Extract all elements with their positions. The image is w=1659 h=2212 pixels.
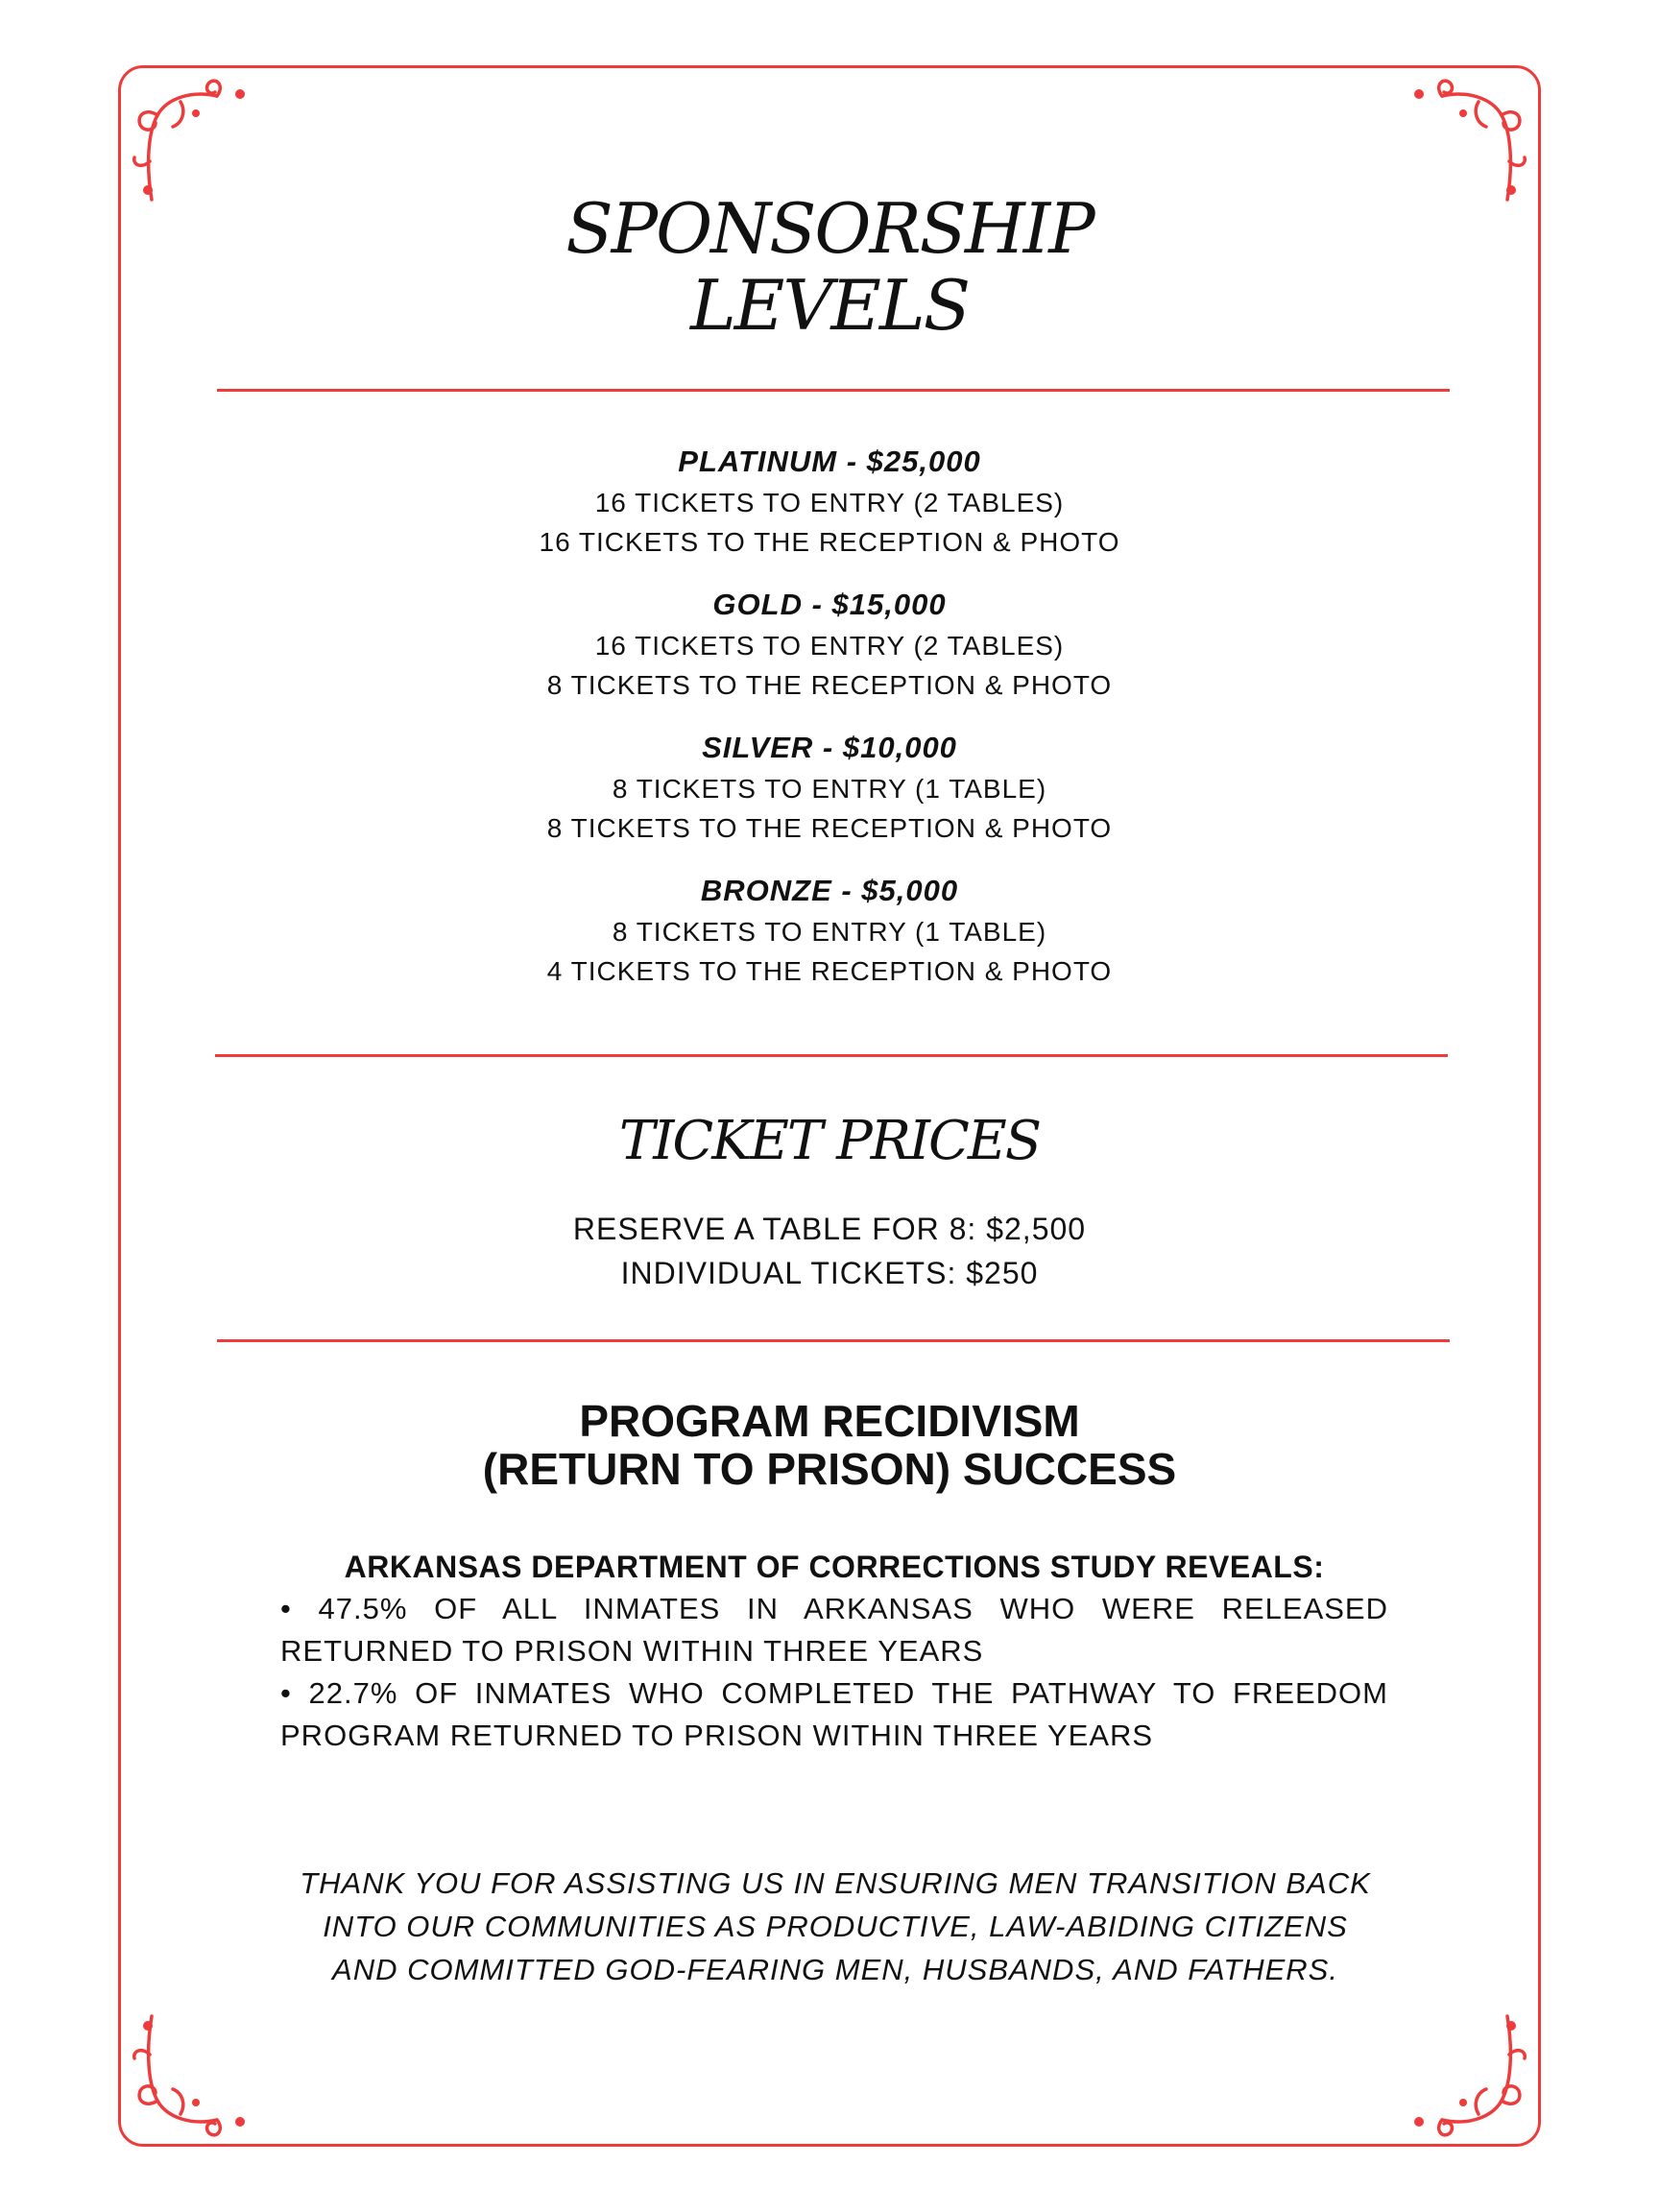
- level-reception: 8 TICKETS TO THE RECEPTION & PHOTO: [546, 813, 1113, 843]
- thank-you-line: AND COMMITTED GOD-FEARING MEN, HUSBANDS, AND FATHERS.: [332, 1953, 1338, 1986]
- level-entry: 16 TICKETS TO ENTRY (2 TABLES): [594, 488, 1065, 517]
- level-reception: 4 TICKETS TO THE RECEPTION & PHOTO: [546, 956, 1113, 986]
- study-heading: ARKANSAS DEPARTMENT OF CORRECTIONS STUDY REVEALS:: [344, 1550, 1325, 1584]
- ticket-prices-list: [0, 1207, 1659, 1295]
- flourish-ornament-icon: [1400, 73, 1534, 207]
- individual-price: INDIVIDUAL TICKETS: $250: [620, 1256, 1039, 1290]
- section-divider: [217, 389, 1450, 392]
- table-price: RESERVE A TABLE FOR 8: $2,500: [572, 1212, 1087, 1246]
- section-divider: [217, 1339, 1450, 1342]
- level-name: SILVER - $10,000: [702, 731, 957, 764]
- level-entry: 8 TICKETS TO ENTRY (1 TABLE): [612, 917, 1047, 947]
- ticket-prices-title: TICKET PRICES: [618, 1110, 1041, 1172]
- program-title-line: (RETURN TO PRISON) SUCCESS: [482, 1444, 1177, 1494]
- program-title-line: PROGRAM RECIDIVISM: [579, 1396, 1080, 1446]
- level-gold: [0, 584, 1659, 705]
- study-bullet: • 47.5% OF ALL INMATES IN ARKANSAS WHO WERE RELEASED RETURNED TO PRISON WITHIN THREE YEARS: [280, 1592, 1388, 1668]
- sponsorship-levels-list: [0, 441, 1659, 1013]
- section-divider: [215, 1054, 1448, 1057]
- page-title: [0, 190, 1659, 344]
- flourish-ornament-icon: [125, 2008, 259, 2143]
- thank-you-line: THANK YOU FOR ASSISTING US IN ENSURING MEN TRANSITION BACK: [300, 1866, 1371, 1900]
- level-reception: 16 TICKETS TO THE RECEPTION & PHOTO: [539, 527, 1120, 557]
- page-title-line: LEVELS: [689, 265, 970, 346]
- level-name: PLATINUM - $25,000: [678, 445, 981, 478]
- study-bullet: • 22.7% OF INMATES WHO COMPLETED THE PATHWAY TO FREEDOM PROGRAM RETURNED TO PRISON WITHIN THREE YEARS: [280, 1676, 1388, 1752]
- thank-you-message: [269, 1862, 1402, 1991]
- level-bronze: [0, 870, 1659, 991]
- level-platinum: [0, 441, 1659, 562]
- page-title-line: SPONSORSHIP: [565, 188, 1094, 269]
- level-entry: 8 TICKETS TO ENTRY (1 TABLE): [612, 774, 1047, 804]
- page-border: [118, 65, 1541, 2147]
- level-entry: 16 TICKETS TO ENTRY (2 TABLES): [594, 631, 1065, 661]
- program-title: [0, 1397, 1659, 1493]
- flourish-ornament-icon: [125, 73, 259, 207]
- level-silver: [0, 727, 1659, 848]
- study-section: [280, 1546, 1388, 1757]
- level-reception: 8 TICKETS TO THE RECEPTION & PHOTO: [546, 670, 1113, 700]
- thank-you-line: INTO OUR COMMUNITIES AS PRODUCTIVE, LAW-ABIDING CITIZENS: [323, 1910, 1348, 1943]
- flourish-ornament-icon: [1400, 2008, 1534, 2143]
- level-name: BRONZE - $5,000: [700, 874, 959, 907]
- level-name: GOLD - $15,000: [712, 588, 947, 621]
